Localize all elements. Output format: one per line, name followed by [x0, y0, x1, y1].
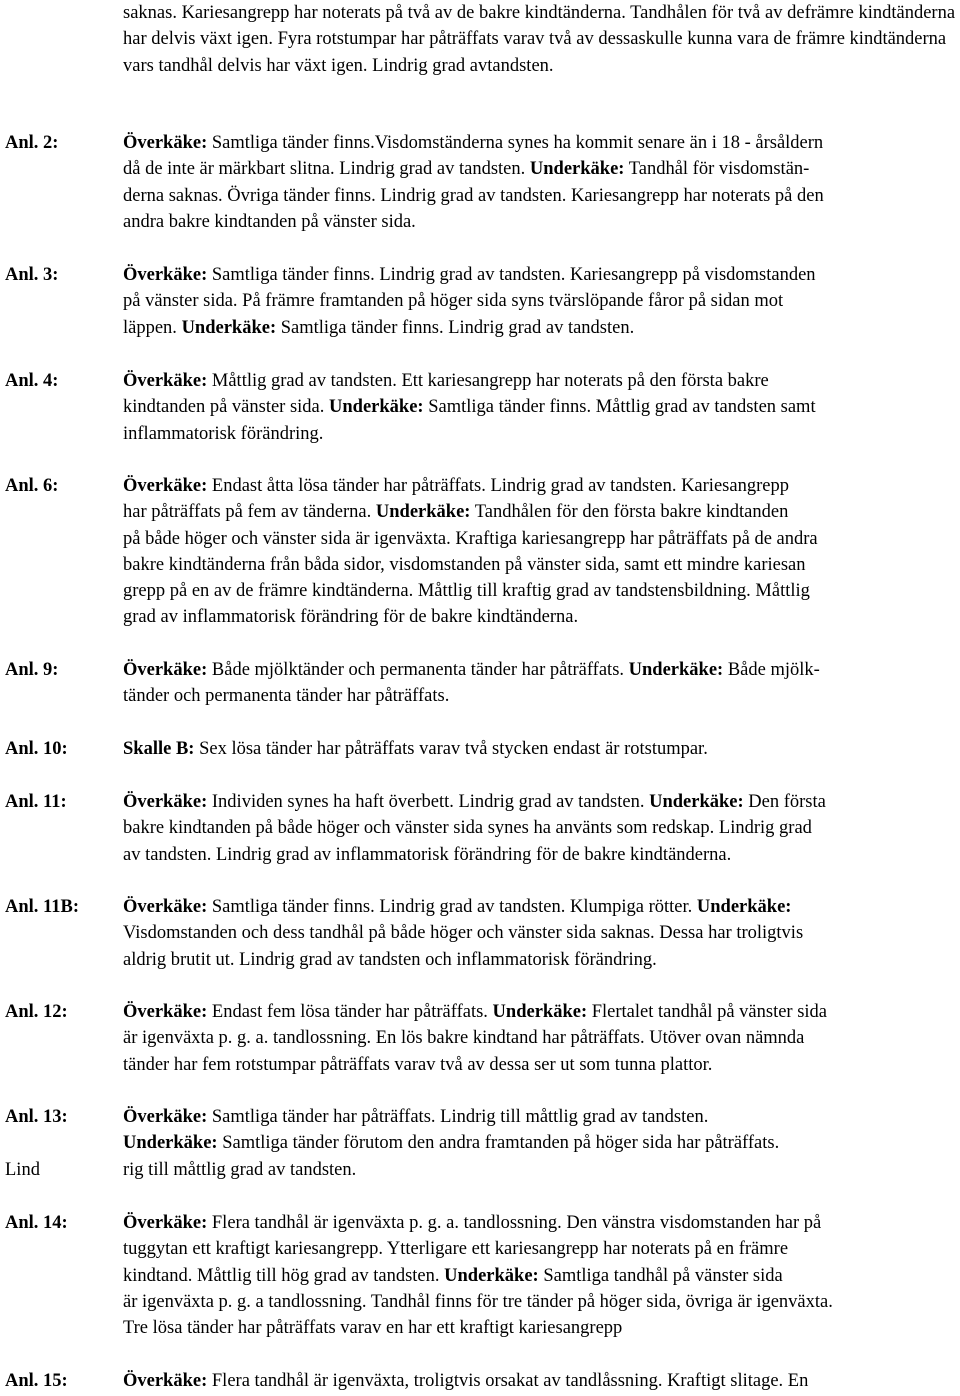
text-run: Tre lösa tänder har påträffats varav en har ett kraftigt kariesangrepp [123, 1318, 623, 1339]
bold-heading: Underkäke: [696, 897, 792, 917]
entry-text [123, 1210, 958, 1341]
text-line [123, 473, 958, 499]
entry-label: Anl. 13: [5, 1107, 68, 1127]
text-run: Flera tandhål är igenväxta p. g. a. tandlossning. Den vänstra visdomstanden har på [207, 1213, 822, 1233]
entry-text [123, 262, 958, 341]
entry-label: Anl. 6: [5, 476, 59, 496]
bold-heading: Underkäke: [329, 397, 424, 418]
bold-heading: Överkäke: [123, 1371, 208, 1391]
text-run: kindtand. Måttlig till hög grad av tandsten. [123, 1265, 445, 1286]
text-run: Samtliga tänder finns. Lindrig grad av tandsten. [276, 317, 635, 338]
text-run: Både mjölk- [723, 660, 820, 680]
text-run: Flertalet tandhål på vänster sida [587, 1002, 828, 1022]
text-line: skulle kunna vara de främre kindtänderna vars tandhål delvis har växt igen. Lindrig grad av [123, 29, 947, 76]
text-run: har påträffats på fem av tänderna. [123, 502, 376, 523]
text-line [123, 1210, 958, 1236]
bold-heading: Överkäke: [123, 476, 208, 496]
text-run: bakre kindtänderna från båda sidor, visdomstanden på vänster sida, samt ett mindre kariesan [123, 554, 806, 575]
text-run: tänder har fem rotstumpar påträffats varav två av dessa ser ut som tunna plattor. [123, 1054, 713, 1075]
text-run: Samtliga tandhål på vänster sida [538, 1265, 783, 1286]
entry-label: Anl. 9: [5, 660, 59, 680]
text-line [123, 552, 958, 578]
text-run: Samtliga tänder finns. Måttlig grad av tandsten samt [423, 397, 816, 418]
text-line [123, 789, 958, 815]
bold-heading: Överkäke: [123, 660, 208, 680]
text-run: Samtliga tänder finns. Lindrig grad av tandsten. Kariesangrepp på visdomstanden [207, 265, 816, 285]
text-run: Den första [743, 792, 826, 812]
text-run: bakre kindtanden på både höger och vänster sida synes ha använts som redskap. Lindrig grad [123, 818, 812, 839]
text-line [123, 1368, 958, 1394]
side-fragment: Lind [5, 1160, 40, 1180]
entry-label: Anl. 15: [5, 1371, 68, 1391]
text-line [123, 604, 958, 630]
bold-heading: Underkäke: [649, 792, 744, 812]
text-line [123, 1315, 958, 1341]
text-line [123, 1236, 958, 1262]
text-line: tandsten. [487, 55, 554, 76]
entry-text [123, 1104, 958, 1183]
bold-heading: Underkäke: [375, 502, 471, 523]
text-run: Tandhålen för den första bakre kindtanden [470, 502, 789, 523]
entry-text [123, 894, 958, 973]
bold-heading: Överkäke: [123, 897, 208, 917]
text-line [123, 657, 958, 683]
entry-text [123, 1368, 958, 1394]
entry-text [123, 999, 958, 1078]
entry-label: Anl. 10: [5, 739, 68, 759]
bold-heading: Underkäke: [628, 660, 724, 680]
text-run: Endast åtta lösa tänder har påträffats. Lindrig grad av tandsten. Kariesangrepp [207, 476, 789, 496]
bold-heading: Överkäke: [123, 1213, 208, 1233]
entry-label: Anl. 2: [5, 133, 59, 153]
text-run: aldrig brutit ut. Lindrig grad av tandsten och inflammatorisk förändring. [123, 949, 657, 970]
entry-text [123, 473, 958, 631]
text-line [123, 209, 958, 235]
text-line [123, 1025, 958, 1051]
text-line [123, 920, 958, 946]
text-line [123, 1052, 958, 1078]
text-run: är igenväxta p. g. a tandlossning. Tandhål finns för tre tänder på höger sida, övriga är igenväxta. [123, 1291, 833, 1312]
bold-heading: Överkäke: [123, 133, 208, 153]
text-line [123, 683, 958, 709]
text-line [123, 183, 958, 209]
text-line: främre kindtänderna har delvis växt igen. Fyra rotstumpar har påträffats varav två av dessa [123, 3, 956, 50]
text-line [123, 394, 958, 420]
text-line [123, 1263, 958, 1289]
text-run: då de inte är märkbart slitna. Lindrig grad av tandsten. [123, 159, 530, 180]
text-run: av tandsten. Lindrig grad av inflammatorisk förändring för de bakre kindtänderna. [123, 844, 732, 865]
text-run: Tandhål för visdomstän- [624, 159, 810, 180]
text-line [123, 288, 958, 314]
entry-label: Anl. 11: [5, 792, 67, 812]
text-run: Samtliga tänder förutom den andra framtanden på höger sida har påträffats. [217, 1133, 780, 1154]
entry-text [123, 368, 958, 447]
text-line [123, 1104, 958, 1130]
text-run: på vänster sida. På främre framtanden på höger sida syns tvärslöpande fåror på sidan mot [123, 291, 784, 312]
text-line [123, 815, 958, 841]
text-run: på både höger och vänster sida är igenväxta. Kraftiga kariesangrepp har påträffats på de andra [123, 528, 818, 549]
bold-heading: Överkäke: [123, 1002, 208, 1022]
text-run: kindtanden på vänster sida. [123, 397, 330, 418]
text-run: grad av inflammatorisk förändring för de bakre kindtänderna. [123, 607, 579, 628]
entry-label: Anl. 11B: [5, 897, 80, 917]
bold-heading: Skalle B: [123, 739, 195, 759]
text-run: är igenväxta p. g. a. tandlossning. En lös bakre kindtand har påträffats. Utöver ovan nämnda [123, 1028, 805, 1049]
text-line [123, 262, 958, 288]
text-run: derna saknas. Övriga tänder finns. Lindrig grad av tandsten. Kariesangrepp har noterats på den [123, 185, 824, 206]
bold-heading: Underkäke: [529, 159, 625, 180]
text-line [123, 842, 958, 868]
text-line [123, 1289, 958, 1315]
text-run: rig till måttlig grad av tandsten. [123, 1159, 357, 1180]
bold-heading: Underkäke: [181, 317, 277, 338]
text-line: saknas. Kariesangrepp har noterats på två av de bakre kindtänderna. Tandhålen för två av de [123, 3, 805, 23]
bold-heading: Överkäke: [123, 792, 208, 812]
intro-paragraph [123, 0, 958, 79]
text-line [123, 1130, 958, 1156]
text-line [123, 526, 958, 552]
entry-label: Anl. 3: [5, 265, 59, 285]
text-line [123, 499, 958, 525]
bold-heading: Underkäke: [123, 1133, 218, 1154]
text-run: inflammatorisk förändring. [123, 423, 324, 444]
text-run: tänder och permanenta tänder har påträffats. [123, 686, 450, 707]
text-run: Måttlig grad av tandsten. Ett kariesangrepp har noterats på den första bakre [207, 371, 769, 391]
text-run: Samtliga tänder finns.Visdomständerna synes ha kommit senare än i 18 - årsåldern [207, 133, 824, 153]
text-line [123, 315, 958, 341]
bold-heading: Överkäke: [123, 371, 208, 391]
text-line [123, 1157, 958, 1183]
text-run: grepp på en av de främre kindtänderna. Måttlig till kraftig grad av tandstensbildning. Måttlig [123, 581, 810, 602]
entry-label: Anl. 12: [5, 1002, 68, 1022]
text-line [123, 999, 958, 1025]
text-line [123, 130, 958, 156]
entry-label: Anl. 14: [5, 1213, 68, 1233]
text-run: Samtliga tänder har påträffats. Lindrig till måttlig grad av tandsten. [207, 1107, 709, 1127]
text-run: andra bakre kindtanden på vänster sida. [123, 211, 416, 232]
text-run: Sex lösa tänder har påträffats varav två stycken endast är rotstumpar. [194, 739, 708, 759]
text-run: Flera tandhål är igenväxta, troligtvis orsakat av tandlåssning. Kraftigt slitage. En [207, 1371, 809, 1391]
bold-heading: Överkäke: [123, 1107, 208, 1127]
entry-text [123, 657, 958, 710]
text-line [123, 578, 958, 604]
text-line [123, 736, 958, 762]
text-line [123, 156, 958, 182]
text-line [123, 894, 958, 920]
entry-text [123, 789, 958, 868]
text-run: Visdomstanden och dess tandhål på både höger och vänster sida saknas. Dessa har troligtvis [123, 923, 804, 944]
text-run: Samtliga tänder finns. Lindrig grad av tandsten. Klumpiga rötter. [207, 897, 697, 917]
bold-heading: Underkäke: [492, 1002, 588, 1022]
entry-text [123, 130, 958, 235]
text-run: tuggytan ett kraftigt kariesangrepp. Ytterligare ett kariesangrepp har noterats på en främre [123, 1239, 789, 1260]
entry-text [123, 736, 958, 762]
bold-heading: Överkäke: [123, 265, 208, 285]
text-line [123, 368, 958, 394]
text-run: Individen synes ha haft överbett. Lindrig grad av tandsten. [207, 792, 650, 812]
bold-heading: Underkäke: [444, 1265, 539, 1286]
entry-label: Anl. 4: [5, 371, 59, 391]
text-run: Både mjölktänder och permanenta tänder har påträffats. [207, 660, 629, 680]
text-line [123, 947, 958, 973]
text-line [123, 421, 958, 447]
text-run: Endast fem lösa tänder har påträffats. [207, 1002, 493, 1022]
text-run: läppen. [123, 317, 182, 338]
